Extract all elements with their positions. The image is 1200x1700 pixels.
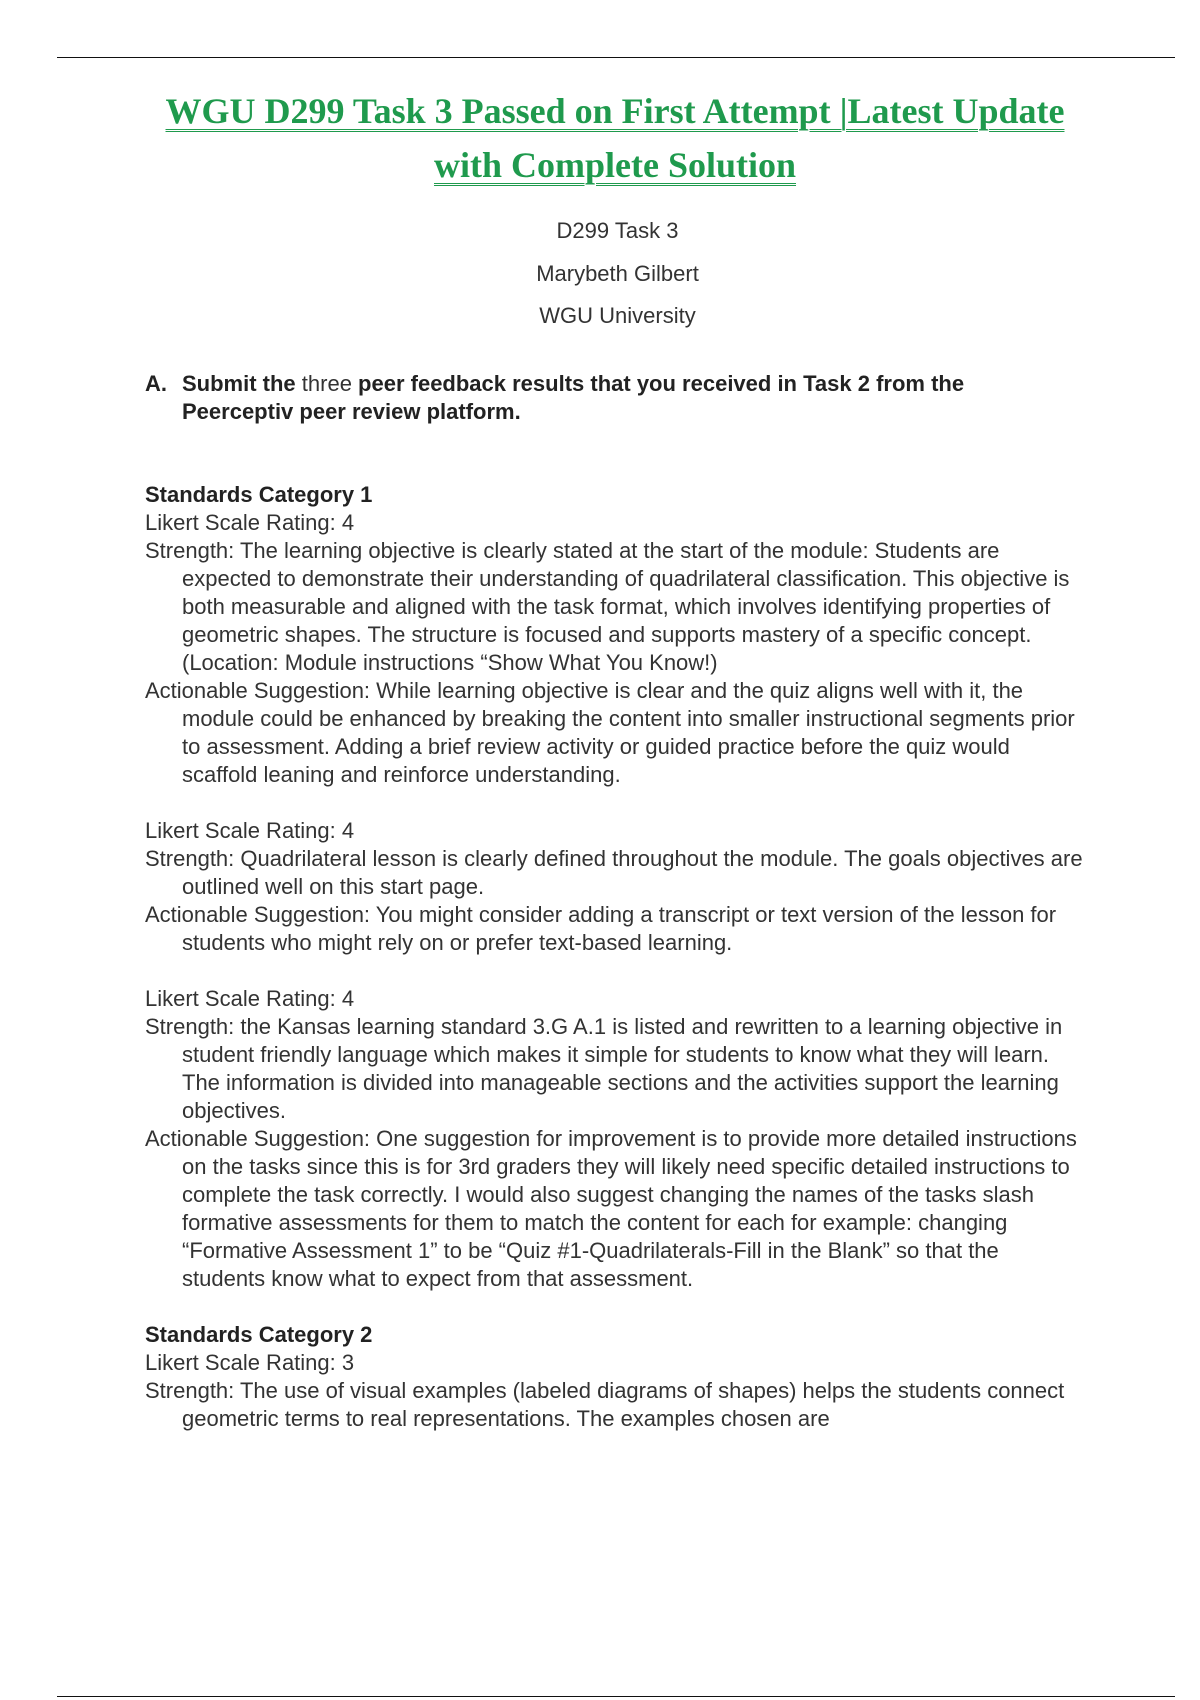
spacer bbox=[145, 789, 1085, 817]
feedback-3-strength: Strength: the Kansas learning standard 3.G A.1 is listed and rewritten to a learning objective in student friendly language which makes it simple for students to know what they will learn. The information is divided into manageable sections and the activities support the learning objectives. bbox=[145, 1014, 1063, 1123]
spacer bbox=[145, 1293, 1085, 1321]
feedback-1-rating: Likert Scale Rating: 4 bbox=[145, 510, 355, 535]
top-rule bbox=[57, 57, 1175, 58]
institution-name: WGU University bbox=[539, 303, 696, 328]
feedback-3-suggestion: Actionable Suggestion: One suggestion for improvement is to provide more detailed instructions on the tasks since this is for 3rd graders they will likely need specific detailed instructions to complete the task correctly. I would also suggest changing the names of the tasks slash formative assessments for them to match the content for each for example: changing “Formative Assessment 1” to be “Quiz #1-Quadrilaterals-Fill in the Blank” so that the students know what to expect from that assessment. bbox=[145, 1126, 1077, 1291]
category-2-rating: Likert Scale Rating: 3 bbox=[145, 1350, 355, 1375]
document-title: WGU D299 Task 3 Passed on First Attempt |Latest Update with Complete Solution bbox=[165, 91, 1065, 185]
category-2-heading: Standards Category 2 bbox=[145, 1322, 373, 1347]
document-subtitle: D299 Task 3 bbox=[556, 218, 679, 243]
question-marker: A. bbox=[145, 371, 167, 396]
spacer bbox=[145, 957, 1085, 985]
category-2-strength: Strength: The use of visual examples (labeled diagrams of shapes) helps the students connect geometric terms to real representations. The examples chosen are bbox=[145, 1378, 1065, 1431]
feedback-1-suggestion: Actionable Suggestion: While learning objective is clear and the quiz aligns well with it, the module could be enhanced by breaking the content into smaller instructional segments prior to assessment. Adding a brief review activity or guided practice before the quiz would scaffold leaning and reinforce understanding. bbox=[145, 678, 1075, 787]
feedback-2-suggestion: Actionable Suggestion: You might consider adding a transcript or text version of the lesson for students who might rely on or prefer text-based learning. bbox=[145, 902, 1057, 955]
feedback-body bbox=[145, 481, 1085, 1433]
question-part-1: Submit the bbox=[182, 371, 302, 396]
author-name: Marybeth Gilbert bbox=[536, 261, 699, 286]
question-text bbox=[145, 370, 1065, 426]
feedback-2-rating: Likert Scale Rating: 4 bbox=[145, 818, 355, 843]
question-a bbox=[145, 370, 1065, 426]
bottom-rule bbox=[57, 1696, 1175, 1697]
question-part-3: peer feedback results that you received in Task 2 from the Peerceptiv peer review platform. bbox=[182, 371, 965, 424]
category-1-heading: Standards Category 1 bbox=[145, 482, 373, 507]
question-part-2: three bbox=[301, 371, 352, 396]
feedback-1-strength: Strength: The learning objective is clearly stated at the start of the module: Students are expected to demonstrate their understanding of quadrilateral classification. This objective is both measurable and aligned with the task format, which involves identifying properties of geometric shapes. The structure is focused and supports mastery of a specific concept. (Location: Module instructions “Show What You Know!) bbox=[145, 538, 1070, 675]
feedback-3-rating: Likert Scale Rating: 4 bbox=[145, 986, 355, 1011]
feedback-2-strength: Strength: Quadrilateral lesson is clearly defined throughout the module. The goals objectives are outlined well on this start page. bbox=[145, 846, 1083, 899]
